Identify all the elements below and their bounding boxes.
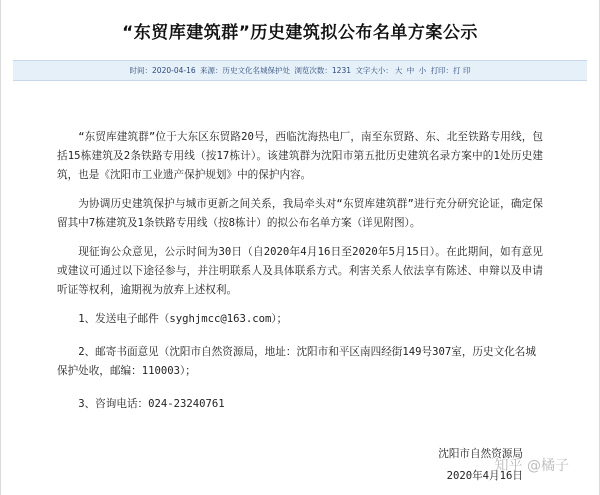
contact-item-phone: 3、咨询电话：024-23240761	[78, 398, 225, 410]
paragraph-plan: 为协调历史建筑保护与城市更新之间关系，我局牵头对“东贸库建筑群”进行充分研究论证，确定保留其中7栋建筑及1条铁路专用线（按8栋计）的拟公布名单方案（详见附图）。	[57, 198, 543, 229]
article-meta-bar	[13, 60, 587, 81]
signature-org: 沈阳市自然资源局	[438, 448, 523, 460]
publish-time: 时间：2020-04-16	[129, 66, 196, 75]
font-size-label: 文字大小：	[355, 66, 393, 75]
font-size-small-button[interactable]: 小	[418, 66, 427, 75]
print-button[interactable]: 打印：打 印	[430, 66, 471, 75]
font-size-medium-button[interactable]: 中	[406, 66, 415, 75]
article-source: 来源：历史文化名城保护处	[200, 66, 291, 75]
zhihu-watermark: 知乎 @橘子	[494, 458, 569, 474]
paragraph-location: “东贸库建筑群”位于大东区东贸路20号，西临沈海热电厂，南至东贸路、东、北至铁路专用线，包括15栋建筑及2条铁路专用线（按17栋计）。该建筑群为沈阳市第五批历史建筑名录方案中的1处历史建筑，也是《沈阳市工业遗产保护规划》中的保护内容。	[57, 131, 543, 181]
font-size-large-button[interactable]: 大	[394, 66, 403, 75]
signature-date: 2020年4月16日	[446, 470, 523, 482]
article-body	[57, 128, 543, 428]
email-link[interactable]: syghjmcc@163.com	[169, 313, 272, 325]
page-title: “东贸库建筑群”历史建筑拟公布名单方案公示	[122, 23, 478, 43]
paragraph-consultation: 现征询公众意见，公示时间为30日（自2020年4月16日至2020年5月15日）。在此期间，如有意见或建议可通过以下途径参与，并注明联系人及具体联系方式。利害关系人依法享有陈述、申辩以及申请听证等权利，逾期视为放弃上述权利。	[57, 246, 543, 296]
view-count: 浏览次数：1231	[294, 66, 351, 75]
contact-item-mail: 2、邮寄书面意见（沈阳市自然资源局，地址：沈阳市和平区南四经街149号307室，历史文化名城保护处收，邮编：110003）；	[57, 346, 536, 377]
contact-item-email: 1、发送电子邮件（syghjmcc@163.com）；	[78, 313, 288, 325]
